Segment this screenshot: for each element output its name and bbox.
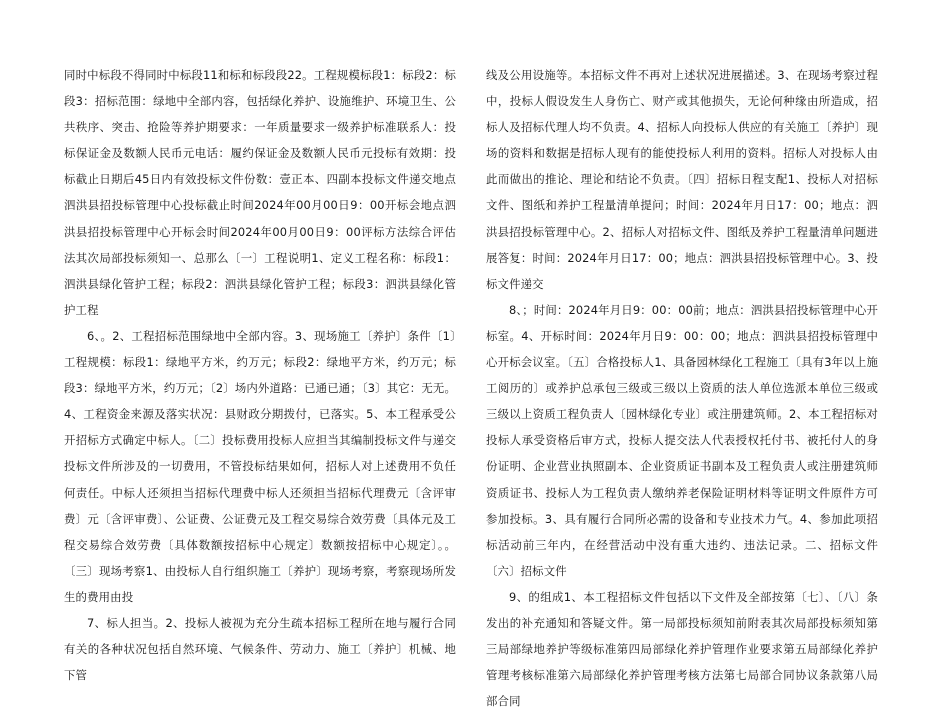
right-column xyxy=(486,62,878,714)
left-column xyxy=(64,62,456,688)
paragraph-right-1: 线及公用设施等。本招标文件不再对上述状况进展描述。3、在现场考察过程中，投标人假设发生人身伤亡、财产或其他损失，无论何种缘由所造成，招标人及招标代理人均不负责。4、招标人向投标人供应的有关施工〔养护〕现场的资料和数据是招标人现有的能使投标人利用的资料。招标人对投标人由此而做出的推论、理论和结论不负责。〔四〕招标日程支配1、投标人对招标文件、图纸和养护工程量清单提问；时间：2024年月日17：00；地点：泗洪县招投标管理中心。2、招标人对招标文件、图纸及养护工程量清单问题进展答复：时间：2024年月日17：00；地点：泗洪县招投标管理中心。3、投标文件递交 xyxy=(486,68,878,291)
paragraph-right-2: 8、；时间：2024年月日9：00：00前；地点：泗洪县招投标管理中心开标室。4、开标时间：2024年月日9：00：00；地点：泗洪县招投标管理中心开标会议室。〔五〕合格投标人1、具备园林绿化工程施工〔具有3年以上施工阅历的〕或养护总承包三级或三级以上资质的法人单位选派本单位三级或三级以上资质工程负责人〔园林绿化专业〕或注册建筑师。2、本工程招标对投标人承受资格后审方式，投标人提交法人代表授权托付书、被托付人的身份证明、企业营业执照副本、企业资质证书副本及工程负责人或注册建筑师资质证书、投标人为工程负责人缴纳养老保险证明材料等证明文件原件方可参加投标。3、具有履行合同所必需的设备和专业技术力气。4、参加此项招标活动前三年内，在经营活动中没有重大违约、违法记录。二、招标文件〔六〕招标文件 xyxy=(486,302,878,578)
paragraph-left-1: 同时中标段不得同时中标段11和标和标段段22。工程规模标段1：标段2：标段3：招标范围：绿地中全部内容，包括绿化养护、设施维护、环境卫生、公共秩序、突击、抢险等养护期要求：一年质量要求一级养护标准联系人：投标保证金及数额人民币元电话：履约保证金及数额人民币元投标有效期：投标截止日期后45日内有效投标文件份数：壹正本、四副本投标文件递交地点泗洪县招投标管理中心投标截止时间2024年00月00日9：00开标会地点泗洪县招投标管理中心开标会时间2024年00月00日9：00评标方法综合评估法其次局部投标须知一、总那么〔一〕工程说明1、定义工程名称：标段1：泗洪县绿化管护工程；标段2：泗洪县绿化管护工程；标段3：泗洪县绿化管护工程 xyxy=(64,68,456,317)
paragraph-left-3: 7、标人担当。2、投标人被视为充分生疏本招标工程所在地与履行合同有关的各种状况包括自然环境、气候条件、劳动力、施工〔养护〕机械、地下管 xyxy=(64,615,456,683)
paragraph-left-2: 6、。2、工程招标范围绿地中全部内容。3、现场施工〔养护〕条件〔1〕工程规模：标段1：绿地平方米，约万元；标段2：绿地平方米，约万元；标段3：绿地平方米，约万元；〔2〕场内外道路：已通已通；〔3〕其它：无无。4、工程资金来源及落实状况：县财政分期拨付，已落实。5、本工程承受公开招标方式确定中标人。〔二〕投标费用投标人应担当其编制投标文件与递交投标文件所涉及的一切费用，不管投标结果如何，招标人对上述费用不负任何责任。中标人还须担当招标代理费中标人还须担当招标代理费元〔含评审费〕元〔含评审费〕、公证费、公证费元及工程交易综合效劳费〔具体元及工程交易综合效劳费〔具体数额按招标中心规定〕数额按招标中心规定〕。。〔三〕现场考察1、由投标人自行组织施工〔养护〕现场考察，考察现场所发生的费用由投 xyxy=(64,328,456,604)
paragraph-right-3: 9、的组成1、本工程招标文件包括以下文件及全部按第〔七〕、〔八〕条发出的补充通知和答疑文件。第一局部投标须知前附表其次局部投标须知第三局部绿地养护等级标准第四局部绿化养护管理作业要求第五局部绿化养护管理考核标准第六局部绿化养护管理考核方法第七局部合同协议条款第八局部合同 xyxy=(486,589,878,709)
